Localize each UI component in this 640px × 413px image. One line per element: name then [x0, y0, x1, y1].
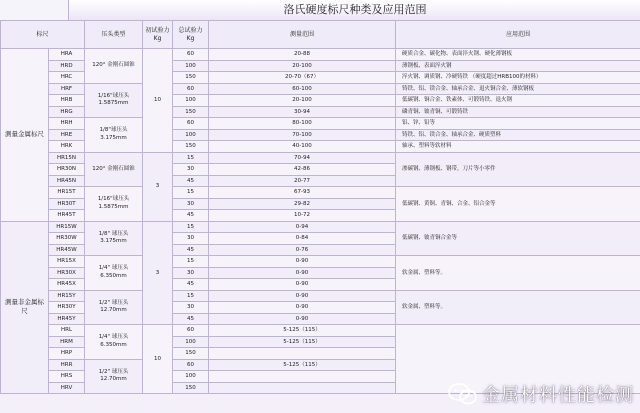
- scale-cell: HR45N: [49, 175, 85, 187]
- scale-cell: HRP: [49, 348, 85, 360]
- scale-cell: HRF: [49, 83, 85, 95]
- table-row: [1, 118, 640, 130]
- range-cell: 80-100: [209, 118, 396, 130]
- scale-cell: HR45W: [49, 244, 85, 256]
- scale-cell: HR45X: [49, 279, 85, 291]
- indenter-cell: 1/4" 球压头 6.350mm: [85, 325, 143, 360]
- application-cell: 薄钢板、表面淬火钢: [396, 60, 640, 72]
- application-cell: 软金属、塑料等。: [396, 290, 640, 325]
- table-row: [1, 290, 640, 302]
- scale-cell: HR15Y: [49, 290, 85, 302]
- total-force-cell: 15: [173, 152, 209, 164]
- scale-cell: HRB: [49, 95, 85, 107]
- table-row: [1, 152, 640, 164]
- application-cell: 磷青铜、铍青铜、可锻铸铁: [396, 106, 640, 118]
- total-force-cell: 100: [173, 371, 209, 383]
- range-cell: 67-93: [209, 187, 396, 199]
- total-force-cell: 100: [173, 60, 209, 72]
- wechat-icon: [448, 382, 478, 406]
- scale-cell: HRK: [49, 141, 85, 153]
- range-cell: 0-94: [209, 221, 396, 233]
- range-cell: 20-77: [209, 175, 396, 187]
- scale-cell: HR30N: [49, 164, 85, 176]
- initial-force-cell: 10: [143, 325, 173, 394]
- scale-cell: HRH: [49, 118, 85, 130]
- indenter-cell: 120° 金刚石圆锥: [85, 49, 143, 84]
- total-force-cell: 100: [173, 129, 209, 141]
- total-force-cell: 15: [173, 256, 209, 268]
- total-force-cell: 30: [173, 233, 209, 245]
- total-force-cell: 30: [173, 164, 209, 176]
- range-cell: 0-76: [209, 244, 396, 256]
- scale-cell: HR15W: [49, 221, 85, 233]
- application-cell: 硬质合金、碳化物、表面淬火钢、硬化薄钢板: [396, 49, 640, 61]
- scale-cell: HR15T: [49, 187, 85, 199]
- scale-cell: HRV: [49, 382, 85, 394]
- indenter-cell: 1/4" 球压头 6.350mm: [85, 256, 143, 291]
- header-indenter: 压头类型: [85, 21, 143, 49]
- indenter-cell: 1/8" 球压头 3.175mm: [85, 221, 143, 256]
- application-cell: 软金属、塑料等。: [396, 256, 640, 291]
- range-cell: 0-90: [209, 279, 396, 291]
- indenter-cell: 1/16"球压头 1.5875mm: [85, 187, 143, 222]
- scale-cell: HR30T: [49, 198, 85, 210]
- application-cell: 低碳钢、黄铜、青铜、合金、铝合金等: [396, 187, 640, 222]
- scale-cell: HRD: [49, 60, 85, 72]
- total-force-cell: 45: [173, 244, 209, 256]
- range-cell: 5-125（115）: [209, 336, 396, 348]
- range-cell: 5-125（115）: [209, 325, 396, 337]
- application-cell: 低碳钢、铜合金、铁素体、可锻铸铁、退火钢: [396, 95, 640, 107]
- header-range: 测量范围: [209, 21, 396, 49]
- table-row: [1, 83, 640, 95]
- header-row: [1, 21, 640, 49]
- scale-cell: HRC: [49, 72, 85, 84]
- indenter-cell: 1/2" 球压头 12.70mm: [85, 359, 143, 394]
- range-cell: [209, 371, 396, 383]
- total-force-cell: 30: [173, 302, 209, 314]
- application-cell: 渗碳钢、薄钢板、钢带，刀片等小零件: [396, 152, 640, 187]
- range-cell: 20-70（67）: [209, 72, 396, 84]
- range-cell: 0-90: [209, 256, 396, 268]
- hardness-scale-table: [0, 20, 640, 394]
- total-force-cell: 30: [173, 198, 209, 210]
- watermark: [448, 381, 634, 407]
- range-cell: 0-84: [209, 233, 396, 245]
- total-force-cell: 60: [173, 325, 209, 337]
- total-force-cell: 150: [173, 141, 209, 153]
- range-cell: 29-82: [209, 198, 396, 210]
- range-cell: 0-90: [209, 313, 396, 325]
- range-cell: 0-90: [209, 290, 396, 302]
- total-force-cell: 45: [173, 279, 209, 291]
- range-cell: 40-100: [209, 141, 396, 153]
- scale-cell: HRA: [49, 49, 85, 61]
- range-cell: [209, 382, 396, 394]
- table-row: [1, 187, 640, 199]
- scale-cell: HRL: [49, 325, 85, 337]
- indenter-cell: 120° 金刚石圆锥: [85, 152, 143, 187]
- total-force-cell: 15: [173, 221, 209, 233]
- scale-cell: HRS: [49, 371, 85, 383]
- indenter-cell: 1/8"球压头 3.175mm: [85, 118, 143, 153]
- total-force-cell: 45: [173, 210, 209, 222]
- header-application: 应用范围: [396, 21, 640, 49]
- initial-force-cell: 10: [143, 49, 173, 153]
- total-force-cell: 60: [173, 359, 209, 371]
- total-force-cell: 100: [173, 336, 209, 348]
- total-force-cell: 60: [173, 49, 209, 61]
- table-row: [1, 256, 640, 268]
- range-cell: 60-100: [209, 83, 396, 95]
- range-cell: 30-94: [209, 106, 396, 118]
- range-cell: [209, 348, 396, 360]
- range-cell: 70-100: [209, 129, 396, 141]
- scale-cell: HR45T: [49, 210, 85, 222]
- total-force-cell: 150: [173, 382, 209, 394]
- scale-cell: HRG: [49, 106, 85, 118]
- scale-cell: HR45Y: [49, 313, 85, 325]
- range-cell: 0-90: [209, 267, 396, 279]
- scale-cell: HR30X: [49, 267, 85, 279]
- total-force-cell: 15: [173, 187, 209, 199]
- indenter-cell: 1/16"球压头 1.5875mm: [85, 83, 143, 118]
- initial-force-cell: 3: [143, 152, 173, 221]
- scale-cell: HR15X: [49, 256, 85, 268]
- total-force-cell: 100: [173, 95, 209, 107]
- application-cell: 轴承、塑料等软材料: [396, 141, 640, 153]
- range-cell: 20-88: [209, 49, 396, 61]
- application-cell: 铝、锌、铅等: [396, 118, 640, 130]
- total-force-cell: 60: [173, 118, 209, 130]
- scale-cell: HRM: [49, 336, 85, 348]
- application-cell: 铸铁、铝、镁合金、轴承合金、硬质塑料: [396, 129, 640, 141]
- range-cell: 20-100: [209, 60, 396, 72]
- range-cell: 70-94: [209, 152, 396, 164]
- range-cell: 0-90: [209, 302, 396, 314]
- total-force-cell: 150: [173, 348, 209, 360]
- total-force-cell: 150: [173, 106, 209, 118]
- header-total-force: 总试验力 Kg: [173, 21, 209, 49]
- scale-cell: HR15N: [49, 152, 85, 164]
- table-row: [1, 49, 640, 61]
- scale-cell: HR30Y: [49, 302, 85, 314]
- total-force-cell: 30: [173, 267, 209, 279]
- initial-force-cell: 3: [143, 221, 173, 325]
- table-row: [1, 221, 640, 233]
- watermark-text: 金属材料性能检测: [482, 385, 634, 406]
- category-metal: 测量金属标尺: [1, 49, 49, 222]
- header-scale: 标尺: [1, 21, 85, 49]
- top-left-blank: [0, 0, 68, 21]
- application-cell: 铸铁、铝、镁合金、轴承合金、退火铜合金、薄软钢板: [396, 83, 640, 95]
- application-cell: 淬火钢、调质钢、冷硬铸铁 （硬度超过HRB100的材料）: [396, 72, 640, 84]
- scale-cell: HR30W: [49, 233, 85, 245]
- range-cell: 20-100: [209, 95, 396, 107]
- application-cell: 低碳钢、铍青铜合金等: [396, 221, 640, 256]
- category-nonmetal: 测量非金属标尺: [1, 221, 49, 394]
- range-cell: 42-86: [209, 164, 396, 176]
- total-force-cell: 45: [173, 313, 209, 325]
- table-title: 洛氏硬度标尺种类及应用范围: [68, 0, 640, 21]
- total-force-cell: 45: [173, 175, 209, 187]
- total-force-cell: 150: [173, 72, 209, 84]
- header-initial-force: 初试验力 Kg: [143, 21, 173, 49]
- range-cell: 10-72: [209, 210, 396, 222]
- table-row: [1, 325, 640, 337]
- scale-cell: HRR: [49, 359, 85, 371]
- range-cell: 5-125（115）: [209, 359, 396, 371]
- scale-cell: HRE: [49, 129, 85, 141]
- total-force-cell: 15: [173, 290, 209, 302]
- indenter-cell: 1/2" 球压头 12.70mm: [85, 290, 143, 325]
- total-force-cell: 60: [173, 83, 209, 95]
